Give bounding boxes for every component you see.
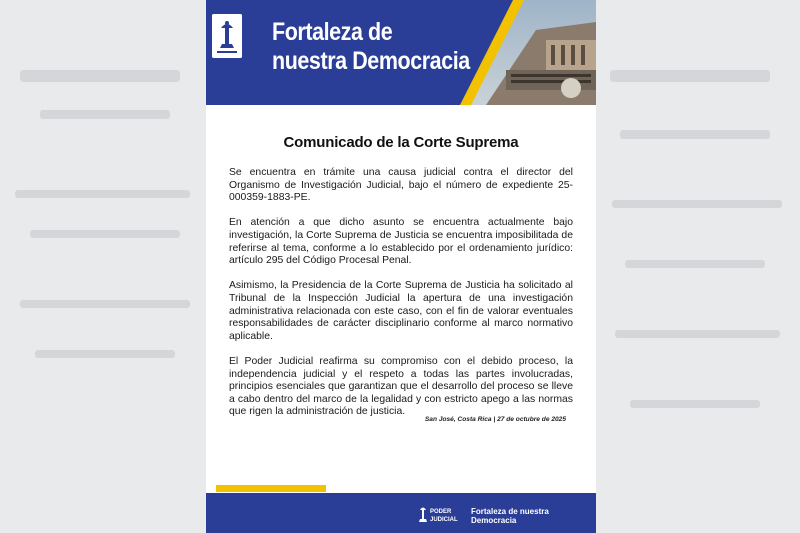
footer-logo-text-bottom: JUDICIAL [430, 517, 458, 523]
footer-logo-text-top: PODER [430, 509, 452, 515]
paragraph-2: En atención a que dicho asunto se encuentra actualmente bajo investigación, la Corte Suprema de Justicia se encuentra imposibilitada de referirse al tema, conforme a lo establecido por el ordenamiento jurídico: artículo 295 del Código Procesal Penal. [229, 217, 573, 267]
paragraph-3: Asimismo, la Presidencia de la Corte Suprema de Justicia ha solicitado al Tribunal de la Inspección Judicial la apertura de una investigación administrativa relacionada con este caso, con el fin de valorar eventuales responsabilidades de carácter disciplinario conforme al marco normativo aplicable. [229, 280, 573, 342]
header-banner [206, 0, 596, 105]
header-title: Fortaleza de nuestra Democracia [272, 18, 470, 75]
paragraph-1: Se encuentra en trámite una causa judicial contra el director del Organismo de Investigación Judicial, bajo el número de expediente 25-000359-1883-PE. [229, 167, 573, 204]
press-release-document [206, 0, 596, 533]
footer-bar [206, 493, 596, 533]
document-body [229, 167, 573, 431]
poder-judicial-logo-icon [417, 504, 463, 524]
footer-label: Fortaleza de nuestra Democracia [471, 507, 549, 525]
justice-scale-logo-icon [212, 14, 242, 58]
document-title: Comunicado de la Corte Suprema [283, 134, 519, 151]
footer-accent-stripe [216, 485, 326, 492]
paragraph-4: El Poder Judicial reafirma su compromiso con el debido proceso, la independencia judicial y el respeto a todas las partes involucradas, principios esenciales que garantizan que el desarrollo del proceso se lleve a cabo dentro del marco de la legalidad y con estricto apego a las normas que rigen la administración de justicia. [229, 355, 573, 418]
place-date-signature: San José, Costa Rica | 27 de octubre de 2025 [424, 416, 566, 423]
